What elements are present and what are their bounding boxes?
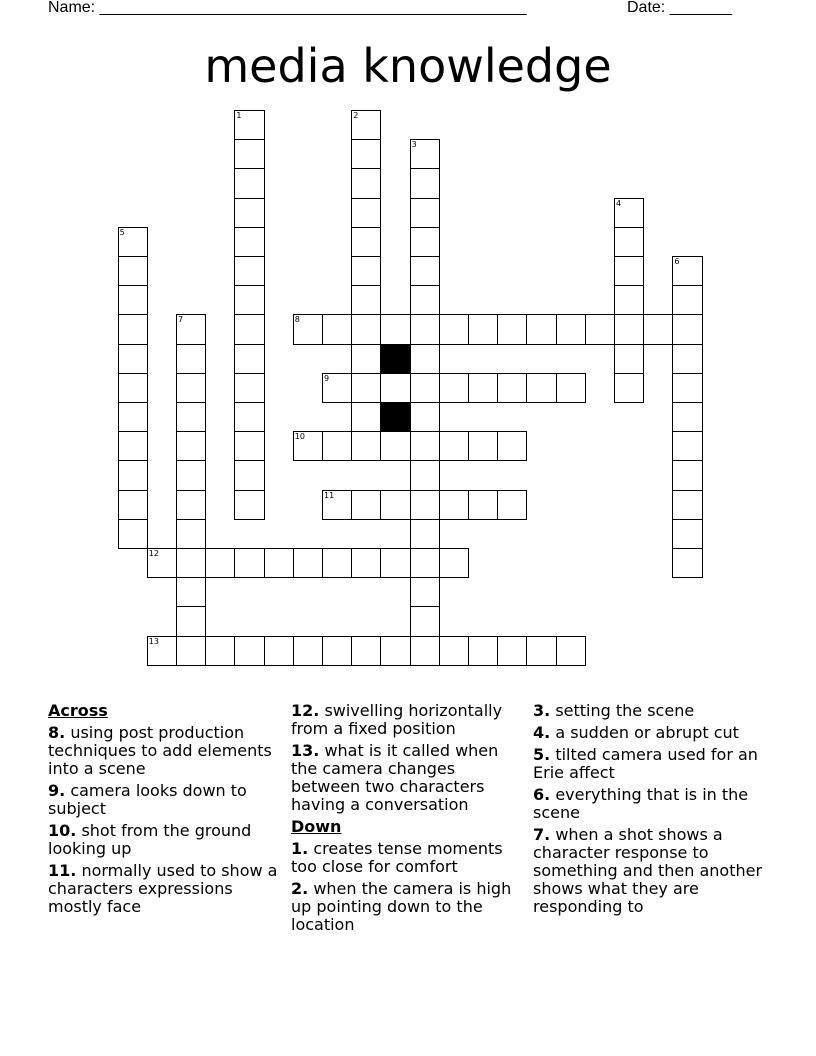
grid-cell[interactable]	[176, 519, 206, 549]
clue-text: a sudden or abrupt cut	[555, 723, 739, 742]
grid-cell[interactable]	[322, 314, 352, 344]
grid-cell[interactable]	[264, 548, 294, 578]
clue-across-13	[291, 742, 519, 814]
clue-text: normally used to show a characters expressions mostly face	[48, 861, 278, 916]
grid-cell[interactable]	[176, 373, 206, 403]
grid-cell[interactable]	[439, 431, 469, 461]
grid-cell[interactable]	[351, 285, 381, 315]
grid-cell[interactable]	[410, 344, 440, 374]
grid-cell[interactable]	[351, 139, 381, 169]
grid-cell[interactable]	[234, 490, 264, 520]
grid-cell[interactable]	[556, 314, 586, 344]
grid-cell[interactable]	[293, 636, 323, 666]
grid-cell[interactable]	[439, 490, 469, 520]
grid-cell[interactable]	[556, 636, 586, 666]
grid-cell[interactable]	[672, 431, 702, 461]
grid-cell[interactable]	[351, 490, 381, 520]
grid-cell[interactable]	[410, 227, 440, 257]
clue-number: 8.	[48, 723, 66, 742]
grid-cell[interactable]	[672, 460, 702, 490]
grid-cell[interactable]	[468, 314, 498, 344]
grid-cell[interactable]	[380, 431, 410, 461]
grid-cell[interactable]	[118, 460, 148, 490]
puzzle-title: media knowledge	[204, 39, 612, 93]
clues-column-3	[533, 702, 763, 920]
clue-down-4	[533, 724, 763, 742]
clue-down-2	[291, 880, 519, 934]
grid-cell[interactable]	[410, 490, 440, 520]
clue-number: 11.	[48, 861, 77, 880]
grid-cell[interactable]	[234, 227, 264, 257]
grid-cell[interactable]	[672, 285, 702, 315]
grid-cell[interactable]	[234, 198, 264, 228]
grid-cell[interactable]	[410, 519, 440, 549]
clue-across-12	[291, 702, 519, 738]
grid-cell[interactable]	[439, 314, 469, 344]
date-field-label[interactable]: Date: _______	[627, 0, 732, 16]
clue-down-7	[533, 826, 763, 916]
grid-cell[interactable]	[234, 285, 264, 315]
grid-cell[interactable]	[410, 256, 440, 286]
grid-cell[interactable]	[176, 344, 206, 374]
grid-cell[interactable]	[234, 402, 264, 432]
grid-cell[interactable]	[205, 548, 235, 578]
grid-cell[interactable]	[672, 314, 702, 344]
grid-cell[interactable]	[410, 168, 440, 198]
grid-cell[interactable]	[176, 431, 206, 461]
grid-black-cell	[380, 402, 410, 432]
grid-cell[interactable]	[176, 490, 206, 520]
grid-cell[interactable]	[234, 256, 264, 286]
grid-cell[interactable]	[176, 636, 206, 666]
grid-cell[interactable]	[410, 577, 440, 607]
clue-down-3	[533, 702, 763, 720]
clue-text: what is it called when the camera changes between two characters having a conversation	[291, 741, 499, 814]
grid-cell[interactable]	[118, 314, 148, 344]
grid-cell[interactable]	[556, 373, 586, 403]
clue-number: 12.	[291, 701, 320, 720]
grid-cell[interactable]	[118, 490, 148, 520]
grid-cell[interactable]	[322, 548, 352, 578]
grid-cell[interactable]	[672, 373, 702, 403]
grid-cell[interactable]	[118, 402, 148, 432]
grid-cell[interactable]	[293, 548, 323, 578]
clue-number-label: 9	[324, 373, 330, 383]
clue-text: swivelling horizontally from a fixed position	[291, 701, 503, 738]
grid-cell[interactable]	[234, 460, 264, 490]
grid-cell[interactable]	[234, 431, 264, 461]
grid-cell[interactable]	[176, 606, 206, 636]
grid-cell[interactable]	[410, 460, 440, 490]
clue-text: everything that is in the scene	[533, 785, 749, 822]
grid-cell[interactable]	[322, 431, 352, 461]
across-heading: Across	[48, 701, 108, 720]
clue-number: 10.	[48, 821, 77, 840]
clues-column-1	[48, 702, 284, 920]
grid-cell[interactable]	[234, 636, 264, 666]
grid-cell[interactable]	[118, 373, 148, 403]
grid-cell[interactable]	[497, 373, 527, 403]
grid-cell[interactable]	[439, 373, 469, 403]
clue-number-label: 11	[324, 490, 335, 500]
clue-number: 13.	[291, 741, 320, 760]
clue-text: setting the scene	[555, 701, 695, 720]
grid-cell[interactable]	[439, 548, 469, 578]
grid-cell[interactable]	[497, 490, 527, 520]
grid-cell[interactable]	[614, 344, 644, 374]
grid-cell[interactable]	[410, 198, 440, 228]
grid-cell[interactable]	[672, 344, 702, 374]
grid-cell[interactable]	[614, 285, 644, 315]
clue-down-1	[291, 840, 519, 876]
clue-number-label: 6	[674, 257, 680, 266]
grid-cell[interactable]	[351, 636, 381, 666]
grid-cell[interactable]	[410, 285, 440, 315]
grid-cell[interactable]	[234, 373, 264, 403]
clue-number: 4.	[533, 723, 551, 742]
grid-cell[interactable]	[410, 402, 440, 432]
name-field-label[interactable]: Name: ________________________________________________	[48, 0, 527, 16]
clue-number: 3.	[533, 701, 551, 720]
clue-across-10	[48, 822, 284, 858]
grid-cell[interactable]	[614, 256, 644, 286]
grid-cell[interactable]	[118, 344, 148, 374]
grid-cell[interactable]	[351, 431, 381, 461]
grid-cell[interactable]	[380, 314, 410, 344]
clue-number-label: 1	[236, 111, 242, 120]
clue-text: tilted camera used for an Erie affect	[533, 745, 758, 782]
grid-cell[interactable]	[526, 373, 556, 403]
clue-text: camera looks down to subject	[48, 781, 247, 818]
clue-text: when a shot shows a character response to something and then another shows what they are responding to	[533, 825, 763, 916]
clue-number: 2.	[291, 879, 309, 898]
grid-cell[interactable]	[672, 402, 702, 432]
grid-cell[interactable]	[410, 314, 440, 344]
grid-cell[interactable]	[497, 636, 527, 666]
grid-cell[interactable]	[351, 402, 381, 432]
clue-down-6	[533, 786, 763, 822]
grid-cell[interactable]	[234, 139, 264, 169]
grid-cell[interactable]	[380, 548, 410, 578]
grid-cell[interactable]	[118, 519, 148, 549]
clue-number-label: 8	[294, 315, 300, 325]
grid-cell[interactable]	[118, 431, 148, 461]
grid-cell[interactable]	[526, 636, 556, 666]
clue-across-11	[48, 862, 284, 916]
grid-cell[interactable]	[468, 490, 498, 520]
grid-black-cell	[380, 344, 410, 374]
grid-cell[interactable]	[439, 636, 469, 666]
grid-cell[interactable]	[351, 548, 381, 578]
grid-cell[interactable]	[176, 460, 206, 490]
clue-number: 7.	[533, 825, 551, 844]
clue-number-label: 10	[294, 432, 305, 442]
grid-cell[interactable]	[468, 373, 498, 403]
grid-cell[interactable]	[614, 227, 644, 257]
down-heading: Down	[291, 817, 342, 836]
grid-cell[interactable]	[176, 548, 206, 578]
clue-down-5	[533, 746, 763, 782]
grid-cell[interactable]	[234, 548, 264, 578]
grid-cell[interactable]	[234, 314, 264, 344]
grid-cell[interactable]	[497, 314, 527, 344]
grid-cell[interactable]	[380, 490, 410, 520]
clue-text: shot from the ground looking up	[48, 821, 252, 858]
grid-cell[interactable]	[585, 314, 615, 344]
clues-column-2	[291, 702, 519, 938]
clue-number: 9.	[48, 781, 66, 800]
grid-cell[interactable]	[643, 314, 673, 344]
clue-number-label: 4	[616, 198, 622, 208]
clue-text: creates tense moments too close for comfort	[291, 839, 503, 876]
grid-cell[interactable]	[351, 314, 381, 344]
clue-number-label: 7	[178, 315, 184, 325]
grid-cell[interactable]	[410, 606, 440, 636]
clue-text: using post production techniques to add elements into a scene	[48, 723, 272, 778]
grid-cell[interactable]	[410, 431, 440, 461]
grid-cell[interactable]	[234, 168, 264, 198]
grid-cell[interactable]	[351, 256, 381, 286]
grid-cell[interactable]	[351, 198, 381, 228]
clue-number: 6.	[533, 785, 551, 804]
clue-number-label: 2	[353, 111, 359, 120]
grid-cell[interactable]	[118, 256, 148, 286]
grid-cell[interactable]	[672, 519, 702, 549]
grid-cell[interactable]	[351, 168, 381, 198]
grid-cell[interactable]	[614, 373, 644, 403]
clue-number-label: 13	[148, 636, 159, 646]
grid-cell[interactable]	[410, 373, 440, 403]
grid-cell[interactable]	[526, 314, 556, 344]
clue-number-label: 5	[119, 227, 125, 237]
clue-across-9	[48, 782, 284, 818]
grid-cell[interactable]	[672, 548, 702, 578]
clue-across-8	[48, 724, 284, 778]
grid-cell[interactable]	[497, 431, 527, 461]
grid-cell[interactable]	[468, 431, 498, 461]
grid-cell[interactable]	[614, 314, 644, 344]
grid-cell[interactable]	[672, 490, 702, 520]
grid-cell[interactable]	[468, 636, 498, 666]
grid-cell[interactable]	[380, 373, 410, 403]
grid-cell[interactable]	[380, 636, 410, 666]
clue-text: when the camera is high up pointing down to the location	[291, 879, 512, 934]
grid-cell[interactable]	[322, 636, 352, 666]
grid-cell[interactable]	[205, 636, 235, 666]
grid-cell[interactable]	[234, 344, 264, 374]
clue-number-label: 12	[148, 549, 159, 558]
clue-number: 1.	[291, 839, 309, 858]
clue-number: 5.	[533, 745, 551, 764]
grid-cell[interactable]	[118, 285, 148, 315]
clue-number-label: 3	[411, 140, 417, 150]
grid-cell[interactable]	[351, 344, 381, 374]
grid-cell[interactable]	[176, 577, 206, 607]
grid-cell[interactable]	[410, 636, 440, 666]
grid-cell[interactable]	[176, 402, 206, 432]
grid-cell[interactable]	[264, 636, 294, 666]
grid-cell[interactable]	[410, 548, 440, 578]
grid-cell[interactable]	[351, 373, 381, 403]
grid-cell[interactable]	[351, 227, 381, 257]
